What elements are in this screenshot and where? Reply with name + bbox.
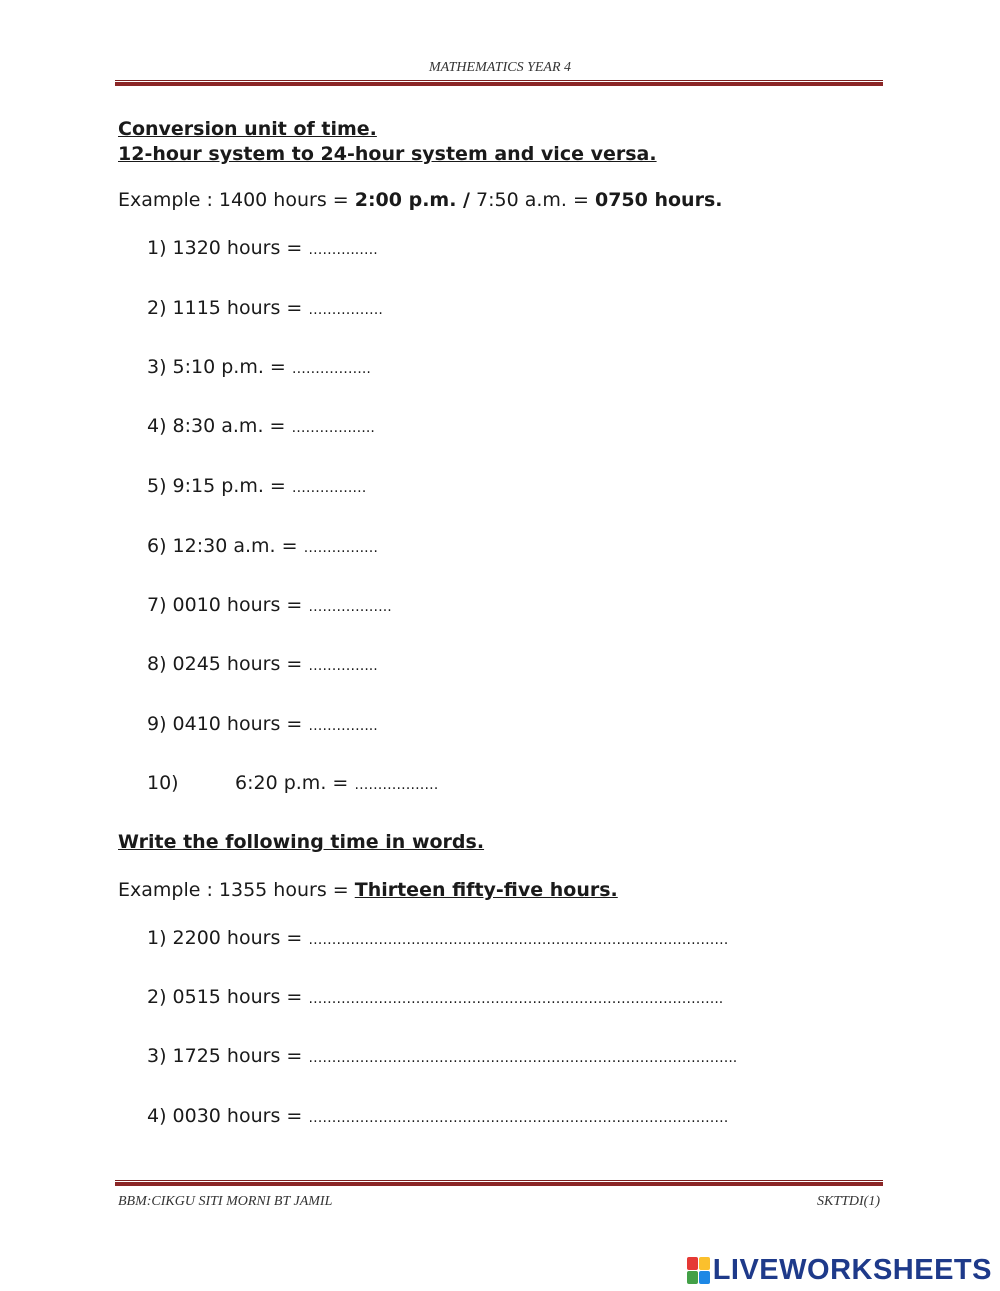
answer-blank[interactable]: ………….… (303, 540, 379, 556)
list-item: 4) 0030 hours = ……………………………………………………………………………… (147, 1105, 729, 1127)
answer-blank[interactable]: …………………………………………………………………………….. (308, 991, 724, 1007)
section1-example (118, 189, 722, 211)
answer-blank[interactable]: ……………. (308, 302, 383, 318)
list-item: 2) 0515 hours = …………………………………………………………………………….. (147, 986, 724, 1008)
example-answer-1: 2:00 p.m. / (354, 189, 470, 211)
example-prefix: Example : 1400 hours = (118, 189, 355, 211)
example-prefix: Example : 1355 hours = (118, 879, 355, 901)
liveworksheets-icon (687, 1257, 709, 1283)
example-answer-2: 0750 hours. (594, 189, 723, 211)
footer-author: BBM:CIKGU SITI MORNI BT JAMIL (118, 1194, 333, 1209)
page-header-title: MATHEMATICS YEAR 4 (428, 60, 572, 75)
example-answer: Thirteen fifty-five hours. (354, 879, 618, 901)
section2-example (118, 879, 618, 901)
section1-heading-line1: Conversion unit of time. (118, 118, 377, 140)
section2-heading: Write the following time in words. (118, 831, 485, 853)
section1-heading-line2: 12-hour system to 24-hour system and vice versa. (118, 143, 657, 165)
answer-blank[interactable]: ……………………………………………………………………………… (308, 932, 729, 948)
list-item: 5) 9:15 p.m. = ………….… (147, 475, 367, 497)
answer-blank[interactable]: ………..…. (308, 242, 378, 258)
answer-blank[interactable]: ……………………………………………………………………………… (308, 1110, 729, 1126)
answer-blank[interactable]: ………….….. (308, 599, 392, 615)
liveworksheets-wordmark: LIVEWORKSHEETS (712, 1253, 992, 1286)
list-item: 3) 1725 hours = ……………………………………………………………………………….. (147, 1045, 738, 1067)
list-item: 9) 0410 hours = …………... (147, 713, 378, 735)
footer-divider (115, 1180, 883, 1186)
footer-school-code: SKTTDI(1) (816, 1194, 880, 1209)
example-middle: 7:50 a.m. = (470, 189, 595, 211)
list-item: 4) 8:30 a.m. = ………….….. (147, 415, 375, 437)
list-item: 10) (147, 772, 179, 794)
answer-blank[interactable]: …………... (308, 718, 378, 734)
answer-blank[interactable]: …………... (308, 658, 378, 674)
list-item: 1) 2200 hours = ……………………………………………………………………………… (147, 927, 729, 949)
liveworksheets-logo[interactable] (687, 1252, 992, 1288)
answer-blank[interactable]: ………….… (291, 480, 367, 496)
list-item: 6) 12:30 a.m. = ………….… (147, 535, 379, 557)
list-item: 8) 0245 hours = …………... (147, 653, 378, 675)
answer-blank[interactable]: …………….. (291, 361, 371, 377)
list-item: 1) 1320 hours = ………..…. (147, 237, 378, 259)
header-divider (115, 80, 883, 86)
answer-blank[interactable]: ………….….. (291, 420, 375, 436)
list-item: 7) 0010 hours = ………….….. (147, 594, 392, 616)
list-item-continuation: 6:20 p.m. = ……………… (235, 772, 439, 794)
answer-blank[interactable]: ……………………………………………………………………………….. (308, 1050, 738, 1066)
list-item: 2) 1115 hours = ……………. (147, 297, 383, 319)
answer-blank[interactable]: ……………… (354, 777, 439, 793)
list-item: 3) 5:10 p.m. = …………….. (147, 356, 371, 378)
